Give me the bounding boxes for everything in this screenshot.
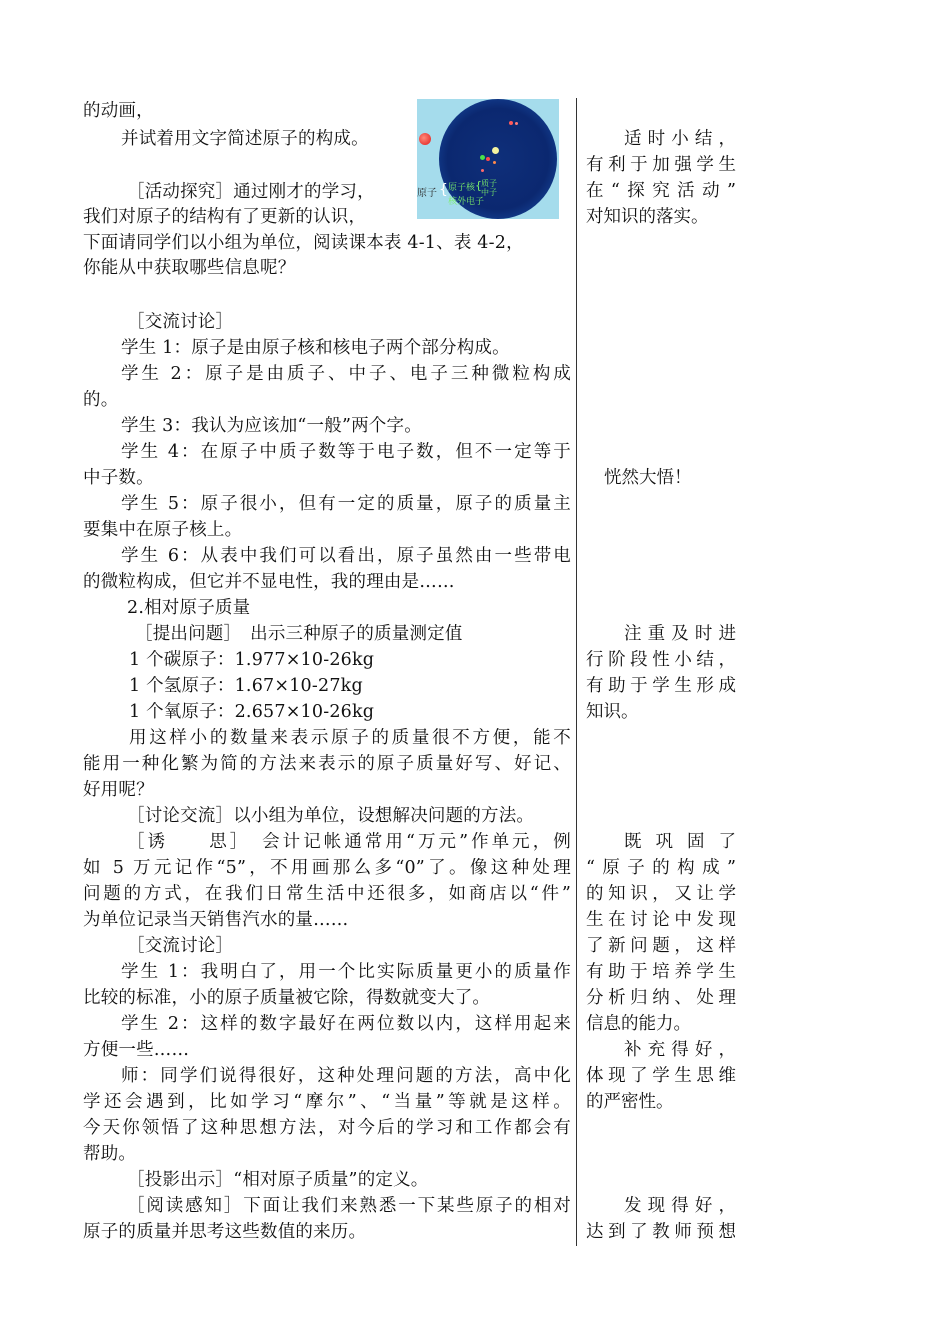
note-line: 既巩固了 [624,832,736,852]
note-line: 有助于学生形成 [586,676,736,696]
note-line: 行阶段性小结， [586,650,736,670]
figure-label-proton: 质子 [481,179,497,188]
text-line: 为单位记录当天销售汽水的量…… [83,910,349,930]
text-line: 学生 2：这样的数字最好在两位数以内，这样用起来 [121,1014,571,1034]
text-line: 1 个碳原子：1.977×10-26kg [129,650,375,670]
note-line: 在“探究活动” [586,181,736,201]
text-line: 方便一些…… [83,1040,190,1060]
section-heading: 2.相对原子质量 [127,598,251,618]
particle-dot [509,121,513,125]
particle-dot [481,169,484,172]
text-line: 1 个氧原子：2.657×10-26kg [129,702,375,722]
text-line: 如 5 万元记作“5”，不用画那么多“0”了。像这种处理 [83,858,571,878]
brace-icon: { [439,182,448,198]
note-line: 体现了学生思维 [586,1066,736,1086]
note-line: 有利于加强学生 [586,155,736,175]
text-line: 原子的质量并思考这些数值的来历。 [83,1222,367,1242]
figure-label-electron: 核外电子 [448,197,485,207]
text-line: 学还会遇到，比如学习“摩尔”、“当量”等就是这样。 [83,1092,571,1112]
text-line: ［活动探究］通过刚才的学习， [127,182,375,202]
text-line: 你能从中获取哪些信息呢？ [83,258,296,278]
note-line: 分析归纳、处理 [586,988,736,1008]
note-line: 达到了教师预想 [586,1222,736,1242]
note-line: 的知识，又让学 [586,884,736,904]
text-line: 学生 4：在原子中质子数等于电子数，但不一定等于 [121,442,571,462]
figure-label-nucleus: 原子核 [448,183,476,193]
note-line: 对知识的落实。 [586,207,709,227]
text-line: ［投影出示］“相对原子质量”的定义。 [127,1170,429,1190]
text-line: 学生 6：从表中我们可以看出，原子虽然由一些带电 [121,546,571,566]
brace-icon: { [475,179,482,192]
text-line: ［诱 思］ 会计记帐通常用“万元”作单元，例 [127,832,571,852]
text-line: 师：同学们说得很好，这种处理问题的方法，高中化 [121,1066,571,1086]
text-line: 中子数。 [83,468,154,488]
text-line: ［提出问题］ 出示三种原子的质量测定值 [135,624,463,644]
note-line: 发现得好， [624,1196,736,1216]
particle-dot [515,122,518,125]
column-divider [576,98,577,1246]
text-line: ［阅读感知］下面让我们来熟悉一下某些原子的相对 [127,1196,571,1216]
note-line: 注重及时进 [624,624,736,644]
electron-dot [419,133,431,145]
text-line: 学生 1：原子是由原子核和核电子两个部分构成。 [121,338,510,358]
figure-label-atom: 原子 [417,188,437,199]
text-line: 要集中在原子核上。 [83,520,243,540]
text-line: 问题的方式，在我们日常生活中还很多，如商店以“件” [83,884,571,904]
particle-dot [486,157,490,161]
text-line: 能用一种化繁为简的方法来表示的原子质量好写、好记、 [83,754,571,774]
text-line: 学生 3：我认为应该加“一般”两个字。 [121,416,422,436]
particle-dot [492,147,499,154]
text-line: 下面请同学们以小组为单位，阅读课本表 4-1、表 4-2， [83,233,524,253]
text-line: 比较的标准，小的原子质量被它除，得数就变大了。 [83,988,491,1008]
note-line: 适时小结， [624,129,736,149]
text-line: 学生 1：我明白了，用一个比实际质量更小的质量作 [121,962,571,982]
note-line: “原子的构成” [586,858,736,878]
text-line: 帮助。 [83,1144,137,1164]
text-line: 并试着用文字简述原子的构成。 [121,129,369,149]
note-line: 生在讨论中发现 [586,910,736,930]
note-line: 知识。 [586,702,639,722]
text-line: 学生 5：原子很小，但有一定的质量，原子的质量主 [121,494,571,514]
note-line: 恍然大悟！ [604,468,692,488]
text-line: 好用呢？ [83,780,154,800]
note-line: 有助于培养学生 [586,962,736,982]
text-line: 学生 2：原子是由质子、中子、电子三种微粒构成 [121,364,571,384]
particle-dot [493,161,496,164]
note-line: 的严密性。 [586,1092,674,1112]
text-line: 我们对原子的结构有了更新的认识， [83,207,367,227]
text-line: 今天你领悟了这种思想方法，对今后的学习和工作都会有 [83,1118,571,1138]
section-heading: ［交流讨论］ [127,312,234,332]
particle-dot [480,155,485,160]
text-line: 的。 [83,390,119,410]
text-line: 的动画， [83,101,154,121]
atom-structure-figure [417,99,559,219]
text-line: ［讨论交流］以小组为单位，设想解决问题的方法。 [127,806,535,826]
figure-label-neutron: 中子 [481,188,497,197]
note-line: 了新问题，这样 [586,936,736,956]
note-line: 补充得好， [624,1040,736,1060]
note-line: 信息的能力。 [586,1014,691,1034]
text-line: 的微粒构成，但它并不显电性，我的理由是…… [83,572,455,592]
text-line: 1 个氢原子：1.67×10-27kg [129,676,363,696]
text-line: 用这样小的数量来表示原子的质量很不方便，能不 [129,728,571,748]
section-heading: ［交流讨论］ [127,936,234,956]
